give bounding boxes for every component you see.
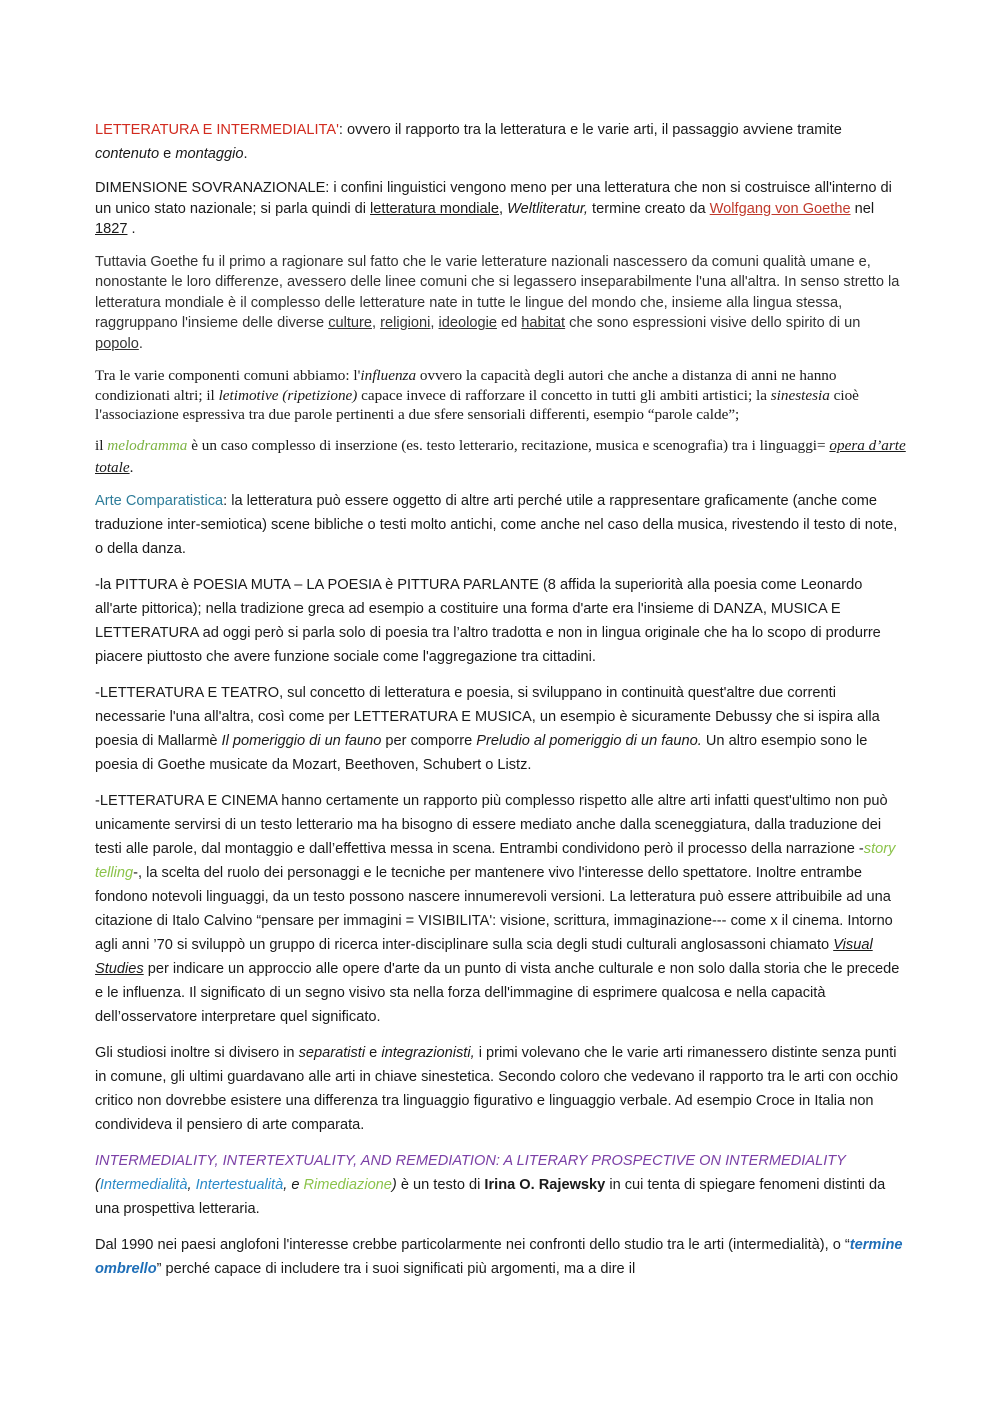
text: : la letteratura può essere oggetto di altre arti perché utile a rappresentare graficamente (anche come traduzione inter-semiotica) scene bibliche o testi molto antichi, come anche nel caso della musica, rivestendo il testo di note, o della danza. [95, 492, 898, 557]
text: DIMENSIONE SOVRANAZIONALE: i confini linguistici vengono meno per una letteratura che non si costruisce all'interno di un unico stato nazionale; si parla quindi di [95, 180, 892, 217]
paragraph-melodramma [95, 435, 907, 479]
text: . [243, 146, 248, 162]
term-intermedialita: Intermedialità [99, 1176, 188, 1193]
text: è un testo di [396, 1176, 485, 1193]
term-letimotive: letimotive (ripetizione) [218, 386, 358, 404]
paragraph-arte-comparatistica [95, 489, 907, 561]
text: ovvero la capacità degli autori che anche a distanza di anni ne hanno condizionati altri; il [95, 367, 837, 404]
text: , [372, 315, 381, 331]
link-1827[interactable]: 1827 [95, 221, 128, 237]
document-page [95, 118, 907, 1281]
paragraph-sovranazionale [95, 178, 907, 240]
text: e [159, 146, 176, 162]
link-ideologie[interactable]: ideologie [438, 315, 497, 331]
term-rimediazione: Rimediazione [303, 1176, 392, 1193]
term-sinestesia: sinestesia [770, 386, 830, 404]
text: termine creato da [587, 200, 710, 217]
text: ed [496, 315, 522, 331]
text: , e [283, 1176, 304, 1193]
paragraph-anglofoni [95, 1233, 907, 1281]
text: Tra le varie componenti comuni abbiamo: l' [95, 367, 361, 384]
text: e [365, 1044, 382, 1061]
paragraph-goethe [95, 252, 907, 355]
heading-arte-comparatistica: Arte Comparatistica [95, 492, 224, 509]
text: -LETTERATURA E CINEMA hanno certamente un rapporto più complesso rispetto alle altre arti infatti quest'ultimo non può unicamente servirsi di un testo letterario ma ha bisogno di essere mediato anche dalla sceneggiatura, dalla traduzione dei testi alle parole, dal montaggio e dall’effettiva messa in scena. Entrambi condividono però il processo della narrazione - [95, 792, 888, 857]
paragraph-teatro [95, 681, 907, 777]
text: capace invece di rafforzare il concetto in tutti gli ambiti artistici; la [357, 386, 771, 404]
paragraph-rajewsky [95, 1149, 907, 1221]
term-montaggio: montaggio [175, 146, 244, 162]
text: ( [95, 1176, 100, 1193]
paragraph-intermedialita [95, 118, 907, 166]
term-opera-arte-totale: opera d’arte totale [95, 436, 906, 476]
text: . [138, 335, 143, 352]
heading-intermedialita: LETTERATURA E INTERMEDIALITA' [95, 122, 339, 138]
text: . [127, 221, 136, 237]
term-influenza: influenza [360, 367, 417, 384]
author-rajewsky: Irina O. Rajewsky [484, 1176, 606, 1193]
link-habitat[interactable]: habitat [521, 315, 566, 331]
term-termine-ombrello: termine ombrello [95, 1236, 903, 1277]
link-letteratura-mondiale[interactable]: letteratura mondiale [370, 200, 500, 217]
text: , [499, 200, 508, 217]
heading-intermediality-book: INTERMEDIALITY, INTERTEXTUALITY, AND REMEDIATION: A LITERARY PROSPECTIVE ON INTERMEDIALITY [95, 1152, 846, 1169]
term-melodramma: melodramma [107, 436, 188, 454]
paragraph-pittura [95, 573, 907, 669]
title-preludio: Preludio al pomeriggio di un fauno. [476, 732, 702, 749]
text: Tuttavia Goethe fu il primo a ragionare sul fatto che le varie letterature nazionali nascessero da comuni qualità umane e, nonostante le loro differenze, avessero delle linee comuni che si legassero inseparabilmente l'una all'altra. In senso stretto la letteratura mondiale è il complesso delle letterature nate in tutte le lingue del mondo che, insieme alla lingua stessa, raggruppano l'insieme delle diverse [95, 253, 900, 331]
term-intertestualita: Intertestualità [195, 1176, 284, 1193]
term-weltliteratur: Weltliteratur, [507, 200, 588, 217]
text: -LETTERATURA E TEATRO, sul concetto di letteratura e poesia, si sviluppano in continuità quest'altre due correnti necessarie l'una all'altra, così come per LETTERATURA E MUSICA, un esempio è sicuramente Debussy che si ispira alla poesia di Mallarmè [95, 684, 880, 749]
text: per comporre [381, 732, 477, 749]
text: Gli studiosi inoltre si divisero in [95, 1044, 299, 1061]
text: Un altro esempio sono le poesia di Goethe musicate da Mozart, Beethoven, Schubert o Listz. [95, 732, 868, 773]
link-goethe[interactable]: Wolfgang von Goethe [709, 200, 851, 217]
text: . [129, 458, 134, 476]
term-story-telling: story telling [95, 840, 896, 881]
text: in cui tenta di spiegare fenomeni distinti da una prospettiva letteraria. [95, 1176, 886, 1217]
text: , [187, 1176, 196, 1193]
text: : ovvero il rapporto tra la letteratura e le varie arti, il passaggio avviene tramite [338, 122, 842, 138]
text: il [95, 436, 108, 454]
link-religioni[interactable]: religioni [380, 315, 431, 331]
paragraph-cinema [95, 789, 907, 1029]
paragraph-studiosi [95, 1041, 907, 1137]
text: cioè l'associazione espressiva tra due parole pertinenti a due sfere sensoriali differenti, esempio “parole calde”; [95, 386, 859, 423]
text: che sono espressioni visive dello spirito di un [565, 315, 861, 331]
text: , [430, 315, 439, 331]
term-visual-studies: Visual Studies [95, 936, 873, 977]
text: per indicare un approccio alle opere d'arte da un punto di vista anche culturale e non solo dalla storia che le precede e le influenza. Il significato di un segno visivo sta nella forza dell'immagine di esprimere qualcosa e nella capacità dell’osservatore interpretare quel significato. [95, 960, 900, 1025]
text: -, la scelta del ruolo dei personaggi e le tecniche per mantenere vivo l'interesse dello spettatore. Inoltre entrambe fondono notevoli linguaggi, da un testo possono nascere innumerevoli versioni. La letteratura può essere attribuibile ad una citazione di Italo Calvino “pensare per immagini = VISIBILITA': visione, scrittura, immaginazione--- come x il cinema. Intorno agli anni ’70 si sviluppò un gruppo di ricerca inter-disciplinare sulla scia degli studi culturali anglosassoni chiamato [95, 864, 893, 953]
text: i primi volevano che le varie arti rimanessero distinte senza punti in comune, gli ultimi guardavano alle arti in chiave sinestetica. Secondo coloro che vedevano il rapporto tra le arti con occhio critico non dovrebbe esistere una differenza tra linguaggio figurativo e linguaggio verbale. Ad esempio Croce in Italia non condivideva il pensiero di arte comparata. [95, 1044, 899, 1133]
term-contenuto: contenuto [95, 146, 160, 162]
text: -la PITTURA è POESIA MUTA – LA POESIA è PITTURA PARLANTE (8 affida la superiorità alla poesia come Leonardo all'arte pittorica); nella tradizione greca ad esempio a costituire una forma d'arte era l'insieme di DANZA, MUSICA E LETTERATURA ad oggi però si parla solo di poesia tra l’altro tradotta e non in lingua originale che ha lo scopo di produrre piacere piuttosto che avere funzione sociale come l'aggregazione tra cittadini. [95, 576, 881, 665]
text: è un caso complesso di inserzione (es. testo letterario, recitazione, musica e scenografia) tra i linguaggi= [187, 436, 830, 454]
title-pomeriggio-fauno: Il pomeriggio di un fauno [221, 732, 382, 749]
link-culture[interactable]: culture [328, 315, 372, 331]
term-integrazionisti: integrazionisti, [381, 1044, 475, 1061]
text: Dal 1990 nei paesi anglofoni l'interesse crebbe particolarmente nei confronti dello studio tra le arti (intermedialità), o “ [95, 1236, 850, 1253]
paragraph-componenti [95, 366, 907, 425]
text: ” perché capace di includere tra i suoi significati più argomenti, ma a dire il [156, 1260, 636, 1277]
term-separatisti: separatisti [298, 1044, 366, 1061]
link-popolo[interactable]: popolo [95, 335, 139, 352]
text: nel [850, 200, 875, 217]
text: ) [391, 1176, 397, 1193]
